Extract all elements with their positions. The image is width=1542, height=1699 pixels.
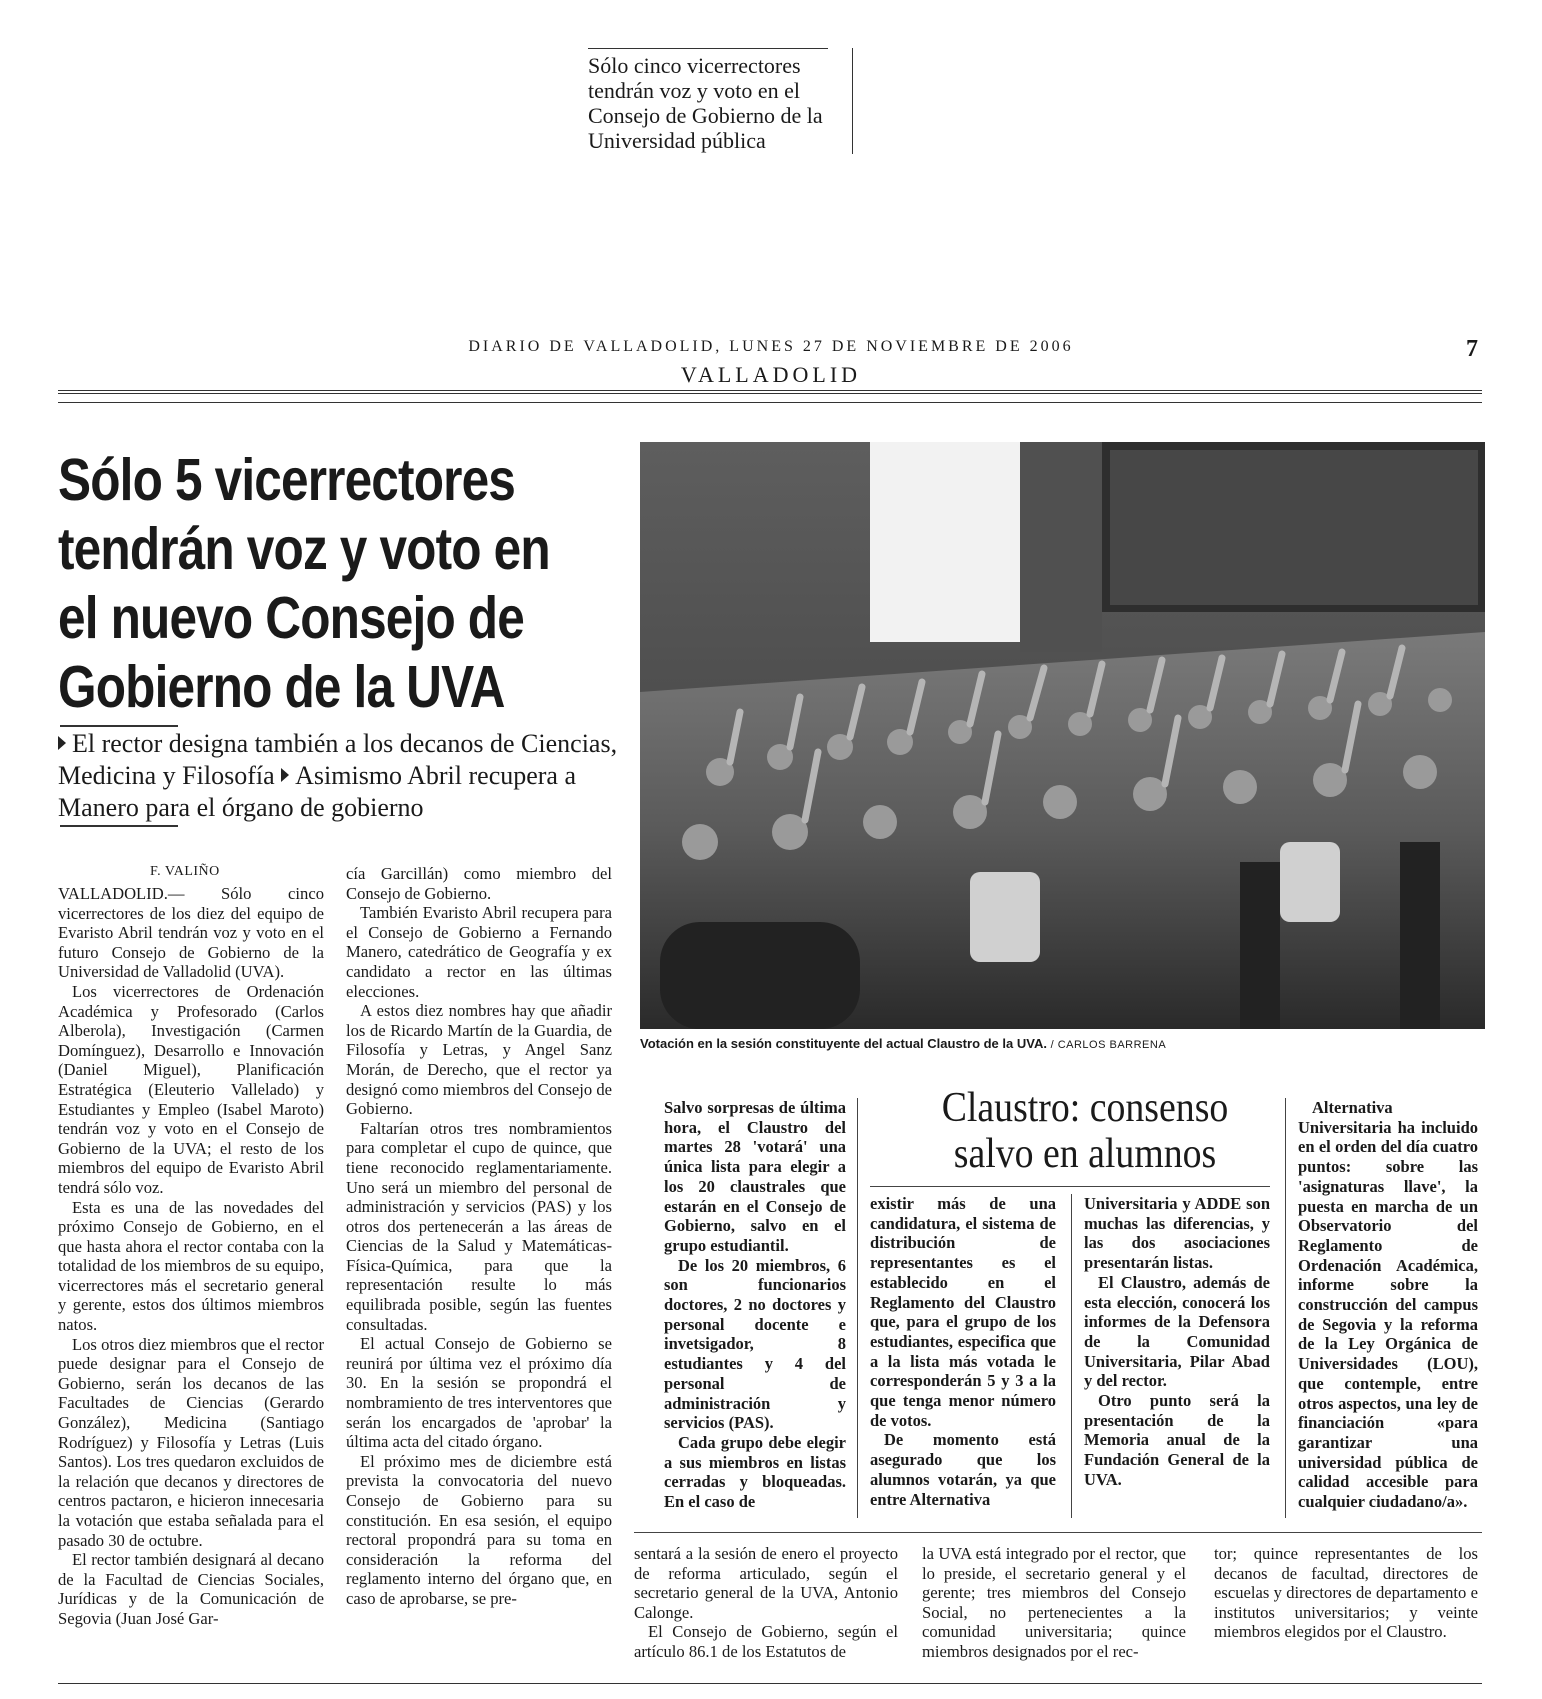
- top-note-rule: [852, 48, 853, 154]
- paragraph: cía Garcillán) como miembro del Consejo de Gobierno.: [346, 864, 612, 903]
- article-column-2: [346, 864, 612, 1609]
- paragraph: existir más de una candidatura, el sistema de distribución de representantes es el establecido en el Reglamento del Claustro que, para el grupo de los estudiantes, especifica que a la lista más votada le corresponderán 5 y 3 a la que tenga menor número de votos.: [870, 1194, 1056, 1430]
- headline-line: Gobierno de la UVA: [58, 654, 505, 720]
- article-column-4: [922, 1544, 1186, 1662]
- paragraph: El rector también designará al decano de la Facultad de Ciencias Sociales, Jurídicas y de la Comunicación de Segovia (Juan José Gar-: [58, 1550, 324, 1628]
- deck: [58, 728, 618, 824]
- paragraph: Los otros diez miembros que el rector puede designar para el Consejo de Gobierno, serán los decanos de las Facultades de Ciencias (Gerardo González), Medicina (Santiago Rodríguez) y Filosofía y Letras (Luis Santos). Los tres quedaron excluidos de la relación que decanos y directores de centros pactaron, e hicieron innecesaria la votación que estaba señalada para el pasado 30 de octubre.: [58, 1334, 324, 1550]
- sidebar-column-4: [1298, 1098, 1478, 1512]
- paragraph: El próximo mes de diciembre está prevista la convocatoria del nuevo Consejo de Gobierno para su constitución. En esa sesión, el equipo rectoral propondrá para su toma en consideración la reforma del reglamento interno del órgano que, en caso de aprobarse, se pre-: [346, 1451, 612, 1608]
- page-number: 7: [1466, 336, 1478, 362]
- masthead-rule-extra: [58, 402, 1482, 403]
- article-column-5: [1214, 1544, 1478, 1642]
- masthead-rule-top: [58, 390, 1482, 391]
- photo-credit: / CARLOS BARRENA: [1050, 1039, 1167, 1051]
- bottom-strip-rule: [634, 1532, 1482, 1533]
- page-bottom-rule: [58, 1683, 1482, 1684]
- sidebar-column-rule: [1285, 1098, 1286, 1518]
- top-note: Sólo cinco vicerrectores tendrán voz y voto en el Consejo de Gobierno de la Universidad pública: [588, 48, 828, 153]
- paragraph: Alternativa Universitaria ha incluido en el orden del día cuatro puntos: sobre las 'asignaturas llave', la puesta en marcha de un Observatorio del Reglamento de Ordenación Académica, informe sobre la construcción del campus de Segovia y la reforma de la Ley Orgánica de Universidades (LOU), que contemple, entre otros aspectos, una ley de financiación «para garantizar una universidad pública de calidad accesible para cualquier ciudadano/a».: [1298, 1098, 1478, 1512]
- paragraph: Salvo sorpresas de última hora, el Claustro del martes 28 'votará' una única lista para elegir a los 20 claustrales que estarán en el Consejo de Gobierno, salvo en el grupo estudiantil.: [664, 1098, 846, 1255]
- caption-text: Votación en la sesión constituyente del actual Claustro de la UVA.: [640, 1036, 1047, 1051]
- section-name: VALLADOLID: [680, 362, 862, 387]
- headline: [58, 446, 621, 722]
- sidebar-title: [901, 1085, 1270, 1177]
- paragraph: El Consejo de Gobierno, según el artículo 86.1 de los Estatutos de: [634, 1622, 898, 1661]
- sidebar-column-2: [870, 1194, 1056, 1509]
- masthead: DIARIO DE VALLADOLID, LUNES 27 DE NOVIEMBRE DE 2006: [468, 338, 1074, 355]
- article-column-1: [58, 884, 324, 1629]
- deck-part-2: Asimismo Abril recupera a Manero para el órgano de gobierno: [58, 761, 577, 822]
- triangle-bullet-icon: [58, 736, 66, 750]
- triangle-bullet-icon: [281, 768, 289, 782]
- deck-part-1: El rector designa también a los decanos de Ciencias, Medicina y Filosofía: [58, 729, 618, 790]
- sidebar-column-3: [1084, 1194, 1270, 1490]
- sidebar-title-rule: [870, 1186, 1270, 1187]
- paragraph: VALLADOLID.— Sólo cinco vicerrectores de los diez del equipo de Evaristo Abril tendrán voz y voto en el futuro Consejo de Gobierno de la Universidad de Valladolid (UVA).: [58, 884, 324, 982]
- headline-line: tendrán voz y voto en: [58, 516, 550, 582]
- sidebar-title-line: Claustro: consenso: [941, 1085, 1229, 1131]
- photo-claustro-vote: [640, 442, 1485, 1029]
- paragraph: A estos diez nombres hay que añadir los de Ricardo Martín de la Guardia, de Filosofía y Letras, y Angel Sanz Morán, de Derecho, que el rector ya designó como miembros del Consejo de Gobierno.: [346, 1001, 612, 1119]
- sidebar-column-rule: [857, 1098, 858, 1518]
- deck-rule-bottom: [60, 825, 178, 827]
- sidebar-title-line: salvo en alumnos: [953, 1131, 1217, 1177]
- headline-line: Sólo 5 vicerrectores: [58, 447, 516, 513]
- paragraph: De los 20 miembros, 6 son funcionarios doctores, 2 no doctores y personal docente e invetsigador, 8 estudiantes y 4 del personal de administración y servicios (PAS).: [664, 1255, 846, 1433]
- paragraph: El actual Consejo de Gobierno se reunirá por última vez el próximo día 30. En la sesión se propondrá el nombramiento de tres interventores que serán los encargados de 'aprobar' la última acta del citado órgano.: [346, 1334, 612, 1452]
- paragraph: También Evaristo Abril recupera para el Consejo de Gobierno a Fernando Manero, catedrático de Geografía y ex candidato a rector en las últimas elecciones.: [346, 903, 612, 1001]
- photo-caption: [640, 1036, 1500, 1051]
- photo-illustration: [640, 442, 1485, 1029]
- paragraph: Otro punto será la presentación de la Memoria anual de la Fundación General de la UVA.: [1084, 1391, 1270, 1489]
- byline: F. VALIÑO: [150, 864, 220, 879]
- masthead-rule-bottom: [58, 393, 1482, 394]
- paragraph: sentará a la sesión de enero el proyecto de reforma articulado, según el secretario general de la UVA, Antonio Calonge.: [634, 1544, 898, 1622]
- sidebar-column-rule: [1071, 1194, 1072, 1518]
- paragraph: Cada grupo debe elegir a sus miembros en listas cerradas y bloqueadas. En el caso de: [664, 1432, 846, 1512]
- sidebar-column-1: [664, 1098, 846, 1512]
- paragraph: Esta es una de las novedades del próximo Consejo de Gobierno, en el que hasta ahora el rector contaba con la totalidad de los miembros de su equipo, vicerrectores más el secretario general y gerente, estos dos últimos miembros natos.: [58, 1197, 324, 1335]
- headline-line: el nuevo Consejo de: [58, 585, 524, 651]
- paragraph: De momento está asegurado que los alumnos votarán, ya que entre Alternativa: [870, 1430, 1056, 1509]
- paragraph: tor; quince representantes de los decanos de facultad, directores de escuelas y directores de departamento e institutos universitarios; y veinte miembros elegidos por el Claustro.: [1214, 1544, 1478, 1642]
- deck-rule-top: [60, 725, 178, 727]
- article-column-3: [634, 1544, 898, 1662]
- paragraph: El Claustro, además de esta elección, conocerá los informes de la Defensora de la Comunidad Universitaria, Pilar Abad y del rector.: [1084, 1272, 1270, 1391]
- paragraph: Universitaria y ADDE son muchas las diferencias, y las dos asociaciones presentarán listas.: [1084, 1194, 1270, 1273]
- paragraph: la UVA está integrado por el rector, que lo preside, el secretario general y el gerente; tres miembros del Consejo Social, no pertenecientes a la comunidad universitaria; quince miembros designados por el rec-: [922, 1544, 1186, 1661]
- paragraph: Los vicerrectores de Ordenación Académica y Profesorado (Carlos Alberola), Investigación (Carmen Domínguez), Desarrollo e Innovación (Daniel Miguel), Planificación Estratégica (Eleuterio Vallelado) y Estudiantes y Empleo (Isabel Maroto) tendrán voz y voto en el Consejo de Gobierno de la UVA; el resto de los miembros del equipo de Evaristo Abril tendrá sólo voz.: [58, 981, 324, 1197]
- paragraph: Faltarían otros tres nombramientos para completar el cupo de quince, que tiene reconocido reglamentariamente. Uno será un miembro del personal de administración y servicios (PAS) y los otros dos pertenecerán a las áreas de Ciencias de la Salud y Matemáticas-Física-Química, para que la representación resulte lo más equilibrada posible, según las fuentes consultadas.: [346, 1118, 612, 1334]
